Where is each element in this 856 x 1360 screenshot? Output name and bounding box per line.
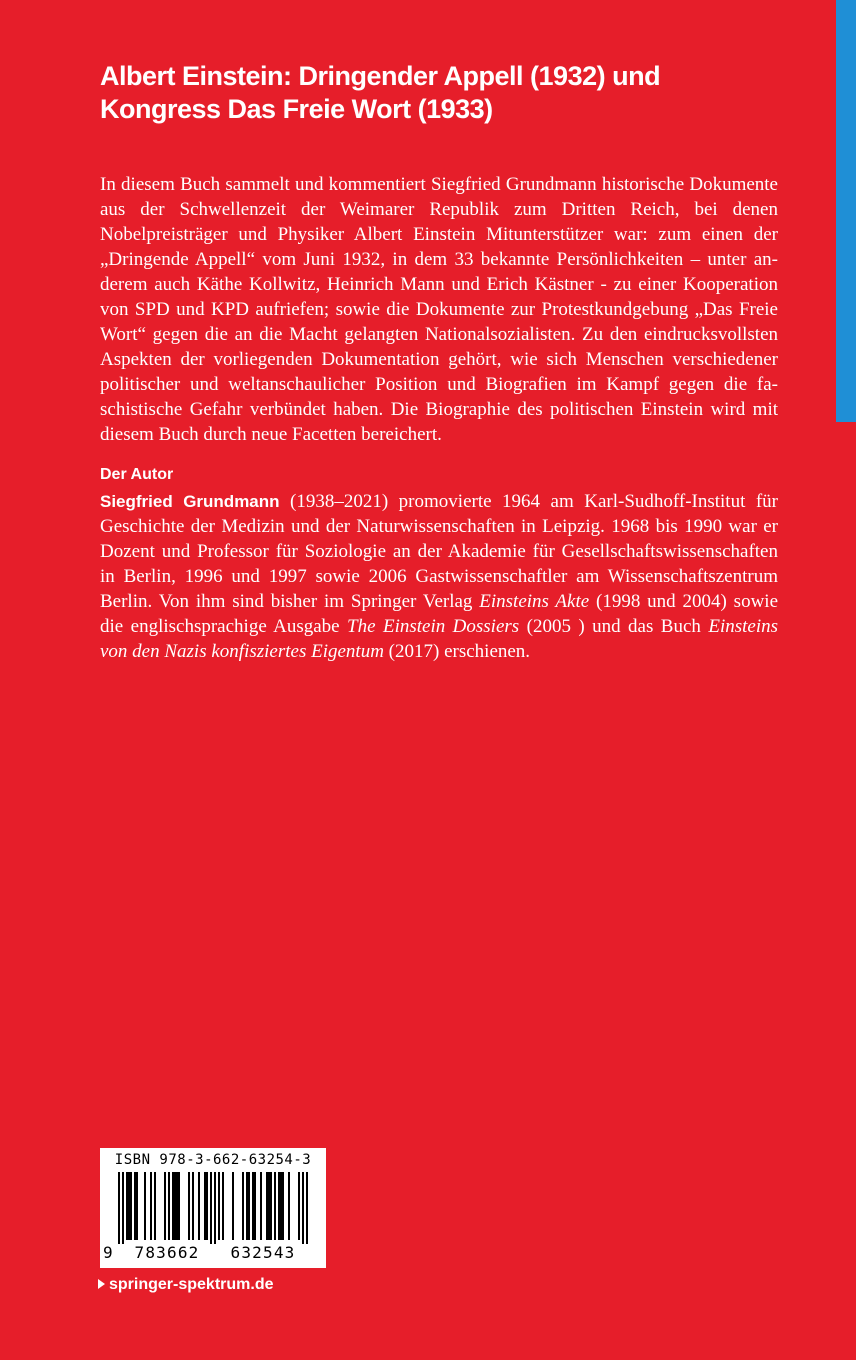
barcode-bar (302, 1172, 304, 1244)
blue-accent-bar (836, 0, 856, 422)
publisher-website-link[interactable] (98, 1276, 273, 1294)
barcode-bar (242, 1172, 244, 1240)
barcode-digit-group-right: 632543 (230, 1243, 296, 1262)
barcode-bar (122, 1172, 124, 1244)
author-bio-part1: (1938–2021) promovierte 1964 am Karl-Sudhoff-Institut für Geschichte der Medizin und der Naturwissenschaften in Leipzig. 1968 bis 1990 war er Dozent und Professor für Soziologie an der Akademie für Gesellschaftswissenschaften in Berlin, 1996 und 1997 sowie 2006 Gastwissenschaftler am Wissenschaftszentrum Berlin. Von ihm sind bisher im Springer Verlag (100, 491, 778, 612)
barcode-bar (174, 1172, 176, 1240)
barcode-bar (218, 1172, 220, 1240)
isbn-label: ISBN 978-3-662-63254-3 (114, 1152, 312, 1168)
barcode-bar (210, 1172, 212, 1244)
book-title-einstein-dossiers: The Einstein Dossiers (347, 616, 520, 637)
barcode-bar (252, 1172, 254, 1240)
barcode-bar (206, 1172, 208, 1240)
barcode-bars (100, 1172, 326, 1244)
website-text: springer-spektrum.de (109, 1276, 274, 1293)
barcode-bar (248, 1172, 250, 1240)
barcode-digit-first: 9 (103, 1243, 113, 1262)
barcode-digits (100, 1240, 326, 1266)
barcode-bar (150, 1172, 152, 1240)
barcode-bar (144, 1172, 146, 1240)
barcode-bar (130, 1172, 132, 1240)
barcode-bar (268, 1172, 270, 1240)
barcode-bar (222, 1172, 224, 1240)
barcode-bar (136, 1172, 138, 1240)
arrow-right-icon (98, 1279, 105, 1289)
barcode-bar (270, 1172, 272, 1240)
barcode-bar (274, 1172, 276, 1240)
author-bio (100, 489, 778, 664)
barcode-bar (254, 1172, 256, 1240)
barcode-bar (118, 1172, 120, 1244)
author-heading: Der Autor (100, 466, 174, 483)
barcode-bar (282, 1172, 284, 1240)
book-title-eigentum: Einsteins von den Nazis konfisziertes Eigentum (100, 616, 779, 662)
author-bio-part3: (2005 ) und das Buch (519, 616, 709, 637)
back-cover-content (100, 60, 778, 664)
barcode-bar (198, 1172, 200, 1240)
barcode-bar (288, 1172, 290, 1240)
barcode-bar (164, 1172, 166, 1240)
barcode-bar (278, 1172, 280, 1240)
barcode-bar (134, 1172, 136, 1240)
barcode-bar (214, 1172, 216, 1244)
barcode-bar (128, 1172, 130, 1240)
barcode-digit-group-left: 783662 (134, 1243, 200, 1262)
barcode-bar (246, 1172, 248, 1240)
barcode-bar (204, 1172, 206, 1240)
barcode-bar (178, 1172, 180, 1240)
isbn-barcode (100, 1148, 326, 1268)
barcode-bar (188, 1172, 190, 1240)
barcode-bar (260, 1172, 262, 1240)
barcode-bar (266, 1172, 268, 1240)
book-title: Albert Einstein: Dringender Appell (1932) und Kongress Das Freie Wort (1933) (100, 61, 661, 124)
barcode-bar (232, 1172, 234, 1240)
barcode-bar (192, 1172, 194, 1240)
barcode-bar (168, 1172, 170, 1240)
barcode-bar (154, 1172, 156, 1240)
barcode-bar (298, 1172, 300, 1240)
barcode-bar (280, 1172, 282, 1240)
author-bio-part2: (1998 und 2004) sowie die englischsprachige Ausgabe (100, 591, 779, 637)
book-summary: In diesem Buch sammelt und kommentiert Siegfried Grundmann historische Dokumente aus der Schwellenzeit der Weimarer Republik zum Dritten Reich, bei denen Nobelpreisträger und Physiker Albert Einstein Mitunterstützer war: zum einen der „Dringende Appell“ vom Juni 1932, in dem 33 bekannte Persönlichkeiten – unter anderem auch Käthe Kollwitz, Heinrich Mann und Erich Kästner - zu einer Kooperation von SPD und KPD aufriefen; sowie die Dokumente zur Protestkundgebung „Das Freie Wort“ gegen die an die Macht gelangten Nationalsozialisten. Zu den eindrucksvollsten Aspekten der vorliegenden Dokumentation gehört, wie sich Menschen verschiedener politischer und weltanschaulicher Position und Biografien im Kampf gegen die faschistische Gefahr verbündet haben. Die Biographie des politischen Einstein wird mit diesem Buch durch neue Facetten bereichert. (100, 174, 778, 445)
barcode-bar (306, 1172, 308, 1244)
author-name: Siegfried Grundmann (100, 492, 280, 511)
barcode-bar (176, 1172, 178, 1240)
author-bio-part4: (2017) erschienen. (383, 641, 531, 662)
barcode-bar (126, 1172, 128, 1240)
book-title-einsteins-akte: Einsteins Akte (479, 591, 590, 612)
barcode-bar (172, 1172, 174, 1240)
